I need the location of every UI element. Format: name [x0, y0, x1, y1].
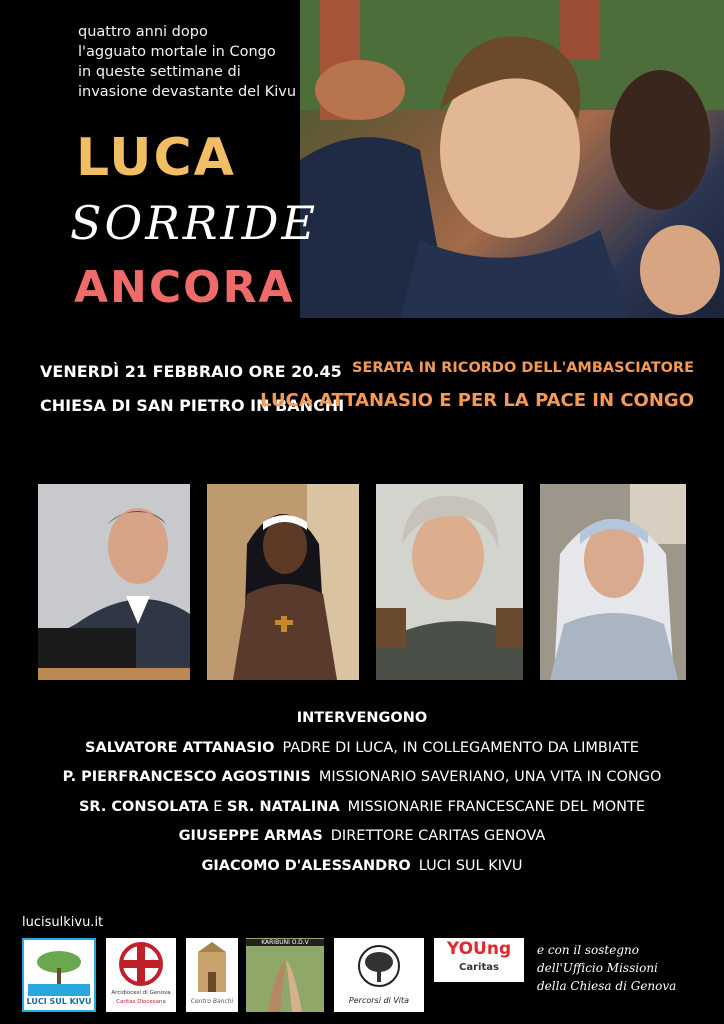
speaker-row — [0, 822, 724, 852]
event-subtitle-line2: LUCA ATTANASIO E PER LA PACE IN CONGO — [260, 390, 694, 411]
event-subtitle — [260, 355, 694, 421]
logo-label: Arcidiocesi di Genova — [111, 990, 171, 996]
speaker-name: GIUSEPPE ARMAS — [178, 828, 323, 844]
logo-label: LUCI SUL KIVU — [26, 997, 92, 1006]
title-luca: LUCA — [76, 128, 236, 188]
portrait-natalina — [540, 484, 686, 680]
logo-luci-sul-kivu — [22, 938, 96, 1012]
speaker-row — [0, 734, 724, 764]
logo-caritas-genova — [106, 938, 176, 1012]
logo-label: Percorsi di Vita — [348, 996, 410, 1005]
intro-line: in queste settimane di — [78, 64, 241, 80]
support-line: e con il sostegno — [537, 943, 639, 957]
speaker-name: SR. CONSOLATA — [78, 798, 209, 815]
speaker-name-joiner: E — [208, 798, 228, 815]
speaker-row — [0, 763, 724, 793]
website-link[interactable]: lucisulkivu.it — [22, 915, 104, 930]
event-date: VENERDÌ 21 FEBBRAIO ORE 20.45 — [40, 362, 342, 381]
speaker-role: LUCI SUL KIVU — [418, 857, 523, 874]
portrait-salvatore — [38, 484, 190, 680]
portrait-consolata — [207, 484, 359, 680]
logo-karibuni — [246, 938, 324, 1012]
logo-centro-banchi — [186, 938, 238, 1012]
speaker-role: PADRE DI LUCA, IN COLLEGAMENTO DA LIMBIATE — [282, 739, 639, 756]
speaker-row — [0, 852, 724, 882]
logo-label: KARIBUNI O.D.V — [246, 939, 324, 946]
speakers-list — [0, 704, 724, 881]
logo-label: Caritas Diocesana — [116, 999, 166, 1005]
logo-label: Centro Banchi — [190, 998, 234, 1005]
portrait-pierfrancesco — [376, 484, 523, 680]
speaker-role: MISSIONARIE FRANCESCANE DEL MONTE — [347, 798, 645, 815]
intro-line: quattro anni dopo — [78, 24, 208, 40]
logo-label: YOUng — [446, 939, 512, 959]
event-subtitle-line1: SERATA IN RICORDO DELL'AMBASCIATORE — [352, 360, 694, 376]
logo-percorsi-di-vita — [334, 938, 424, 1012]
speaker-name: SALVATORE ATTANASIO — [85, 739, 275, 756]
speaker-role: MISSIONARIO SAVERIANO, UNA VITA IN CONGO — [318, 769, 662, 785]
intro-line: l'agguato mortale in Congo — [78, 44, 276, 60]
logo-label: Caritas — [459, 962, 499, 973]
support-text — [537, 941, 676, 995]
hero-photo — [300, 0, 724, 318]
speaker-role: DIRETTORE CARITAS GENOVA — [330, 828, 546, 844]
event-place: CHIESA DI SAN PIETRO IN BANCHI — [40, 396, 345, 415]
intro-text — [78, 22, 318, 102]
logo-young-caritas — [434, 938, 524, 982]
speaker-name: GIACOMO D'ALESSANDRO — [201, 857, 411, 874]
support-line: della Chiesa di Genova — [537, 979, 677, 993]
speaker-name: P. PIERFRANCESCO AGOSTINIS — [62, 769, 311, 785]
speaker-name: SR. NATALINA — [227, 798, 340, 815]
title-ancora: ANCORA — [74, 262, 295, 313]
speakers-heading: INTERVENGONO — [296, 710, 428, 726]
title-sorride: SORRIDE — [70, 196, 319, 250]
support-line: dell'Ufficio Missioni — [537, 961, 658, 975]
intro-line: invasione devastante del Kivu — [78, 84, 297, 100]
speaker-row — [0, 793, 724, 823]
